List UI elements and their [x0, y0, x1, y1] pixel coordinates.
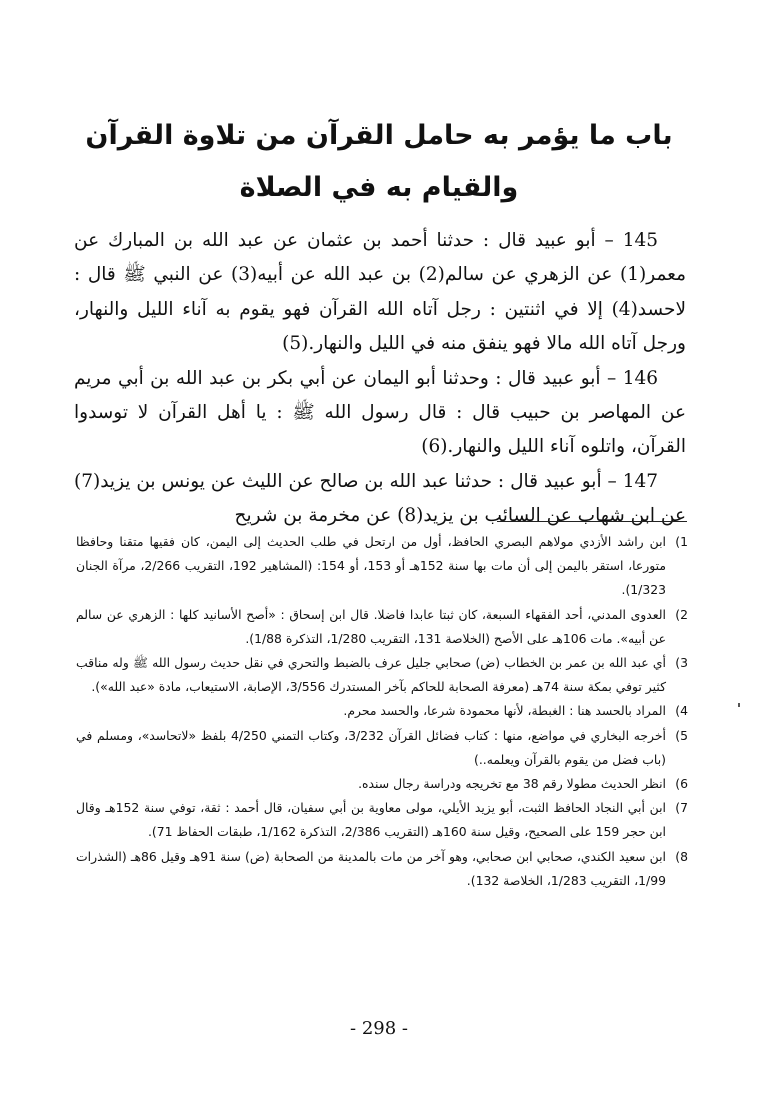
footnote-2 [76, 603, 688, 651]
main-text [74, 224, 686, 534]
footnote-5 [76, 724, 688, 772]
chapter-title-line-2: والقيام به في الصلاة [239, 172, 519, 203]
footnote-number: 5) [675, 727, 688, 743]
footnote-number: 6) [675, 776, 688, 792]
footnote-text: أخرجه البخاري في مواضع، منها : كتاب فضائل القرآن 3/232، وكتاب التمني 4/250 بلفظ «لاتحاسد»، ومسلم في (باب فضل من يقوم بالقرآن ويعلمه..) [76, 727, 666, 767]
footnote-7 [76, 796, 688, 844]
footnote-number: 4) [675, 703, 688, 719]
footnote-number: 2) [675, 606, 688, 622]
footnote-text: المراد بالحسد هنا : الغبطة، لأنها محمودة شرعا، والحسد محرم. [343, 703, 666, 719]
hadith-paragraph-145: 145 – أبو عبيد قال : حدثنا أحمد بن عثمان عن عبد الله بن المبارك عن معمر(1) عن الزهري عن سالم(2) بن عبد الله عن أبيه(3) عن النبي ﷺ قال : لاحسد(4) إلا في اثنتين : رجل آتاه الله القرآن فهو يقوم به آناء الليل والنهار، ورجل آتاه الله مالا فهو ينفق منه في الليل والنهار.(5) [74, 230, 687, 355]
hadith-paragraph-146: 146 – أبو عبيد قال : وحدثنا أبو اليمان عن أبي بكر بن عبد الله بن أبي مريم عن المهاصر بن حبيب قال : قال رسول الله ﷺ : يا أهل القرآن لا توسدوا القرآن، واتلوه آناء الليل والنهار.(6) [74, 367, 686, 458]
footnote-divider [497, 521, 687, 522]
footnote-number: 1) [675, 534, 688, 549]
footnote-text: انظر الحديث مطولا رقم 38 مع تخريجه ودراسة رجال سنده. [358, 776, 666, 792]
page-number: - 298 - [350, 1018, 408, 1039]
footnote-text: ابن سعيد الكندي، صحابي ابن صحابي، وهو آخر من مات بالمدينة من الصحابة (ض) سنة 91هـ وقيل 86هـ (الشذرات 1/99، التقريب 1/283، الخلاصة 132). [76, 848, 667, 888]
footnote-text: العدوى المدني، أحد الفقهاء السبعة، كان ثبتا عابدا فاضلا. قال ابن إسحاق : «أصح الأسانيد كلها : الزهري عن سالم عن أبيه». مات 106هـ على الأصح (الخلاصة 131، التقريب 1/280، التذكرة 1/88). [76, 606, 666, 646]
chapter-title [60, 110, 698, 214]
footnote-8 [76, 845, 688, 893]
footnotes [76, 530, 688, 893]
footnote-number: 7) [675, 800, 688, 816]
footnote-text: أي عبد الله بن عمر بن الخطاب (ض) صحابي جليل عرف بالضبط والتحري في نقل حديث رسول الله ﷺ وله مناقب كثير توفي بمكة سنة 74هـ (معرفة الصحابة للحاكم بآخر المستدرك 3/556، الإصابة، الاستيعاب، مادة «عبد الله»). [76, 655, 666, 695]
footnote-4 [76, 699, 688, 723]
scan-speck [738, 703, 740, 707]
footnote-1 [76, 530, 688, 603]
footnote-3 [76, 651, 688, 699]
footnote-number: 8) [675, 848, 688, 864]
footnote-text: ابن أبي النجاد الحافظ الثبت، أبو يزيد الأيلي، مولى معاوية بن أبي سفيان، قال أحمد : ثقة، توفي سنة 152هـ وقال ابن حجر 159 على الصحيح، وقيل سنة 160هـ (التقريب 2/386، التذكرة 1/162، طبقات الحفاظ 71). [76, 800, 666, 840]
hadith-paragraph-147: 147 – أبو عبيد قال : حدثنا عبد الله بن صالح عن الليث عن يونس بن يزيد(7) عن ابن شهاب عن السائب بن يزيد(8) عن مخرمة بن شريح [74, 470, 686, 527]
footnote-6 [76, 772, 688, 796]
footnote-text: ابن راشد الأزدي مولاهم البصري الحافظ، أول من ارتحل في طلب الحديث إلى اليمن، كان فقيها متقنا وحافظا متورعا، استقر باليمن إلى أن مات بها سنة 152هـ أو 153، أو 154: (المشاهير 192، التقريب 2/266، مرآة الجنان 1/323). [76, 534, 666, 598]
chapter-title-line-1: باب ما يؤمر به حامل القرآن من تلاوة القرآن [85, 120, 673, 151]
footnote-number: 3) [675, 655, 688, 671]
